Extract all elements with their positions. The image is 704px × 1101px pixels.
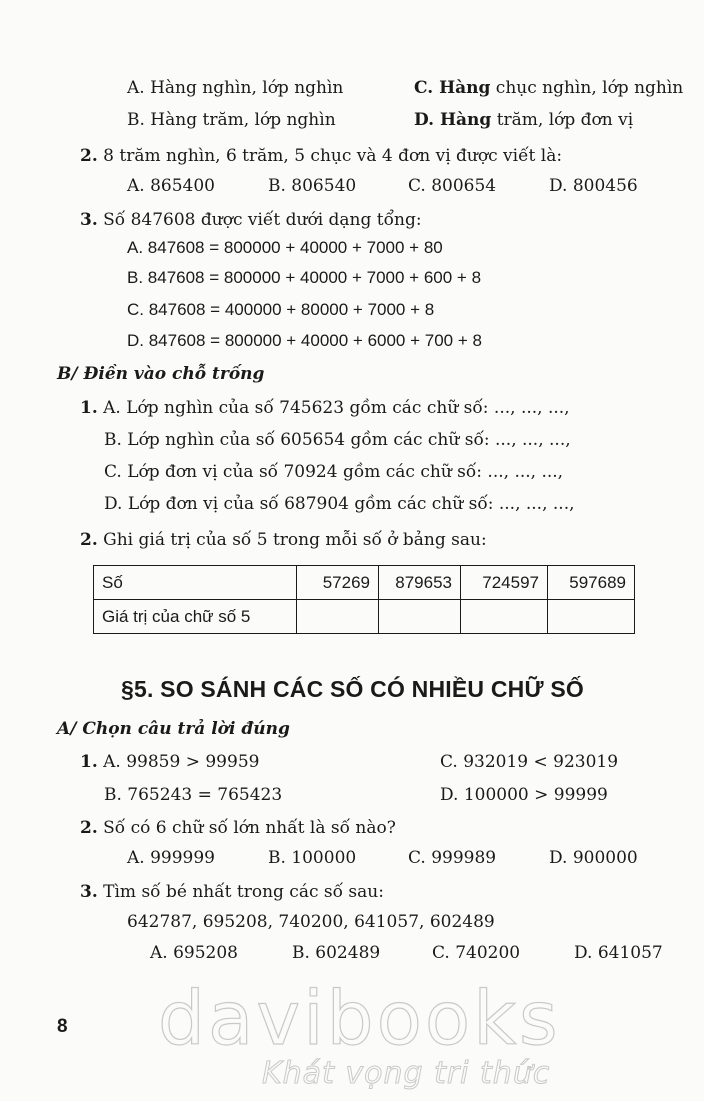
section-b-q1-number: 1. (80, 398, 98, 418)
q2-text: 8 trăm nghìn, 6 trăm, 5 chục và 4 đơn vị được viết là: (97, 146, 563, 166)
q2-number: 2. (80, 146, 98, 166)
s5-q2-option-a: A. 999999 (127, 848, 215, 868)
s5-q2-option-c: C. 999989 (408, 848, 497, 868)
table-answer-cell[interactable] (461, 600, 548, 634)
table-header-label: Số (94, 566, 297, 600)
q2-option-b: B. 806540 (268, 176, 357, 196)
s5-q3-number-list: 642787, 695208, 740200, 641057, 602489 (127, 912, 495, 932)
table-number-cell: 57269 (297, 566, 379, 600)
q2-question (80, 146, 562, 166)
s5-q1-option-a (80, 752, 259, 772)
table-header-row (94, 566, 635, 600)
section-b-q1-item-a (80, 398, 570, 418)
table-answer-cell[interactable] (297, 600, 379, 634)
value-table (93, 565, 635, 634)
section-b-q1-item-d: D. Lớp đơn vị của số 687904 gồm các chữ số: ..., ..., ..., (104, 494, 575, 514)
s5-q3-question (80, 882, 384, 902)
s5-q1-option-a-text: A. 99859 > 99959 (97, 752, 260, 772)
section-5-title: §5. SO SÁNH CÁC SỐ CÓ NHIỀU CHỮ SỐ (121, 676, 584, 702)
table-number-cell: 879653 (379, 566, 461, 600)
table-value-row (94, 600, 635, 634)
watermark-slogan: Khát vọng tri thức (262, 1056, 551, 1091)
section-b-q2 (80, 530, 487, 550)
s5-q2-text: Số có 6 chữ số lớn nhất là số nào? (97, 818, 396, 838)
s5-q1-option-d: D. 100000 > 99999 (440, 785, 608, 805)
q2-option-d: D. 800456 (549, 176, 638, 196)
q1-option-d (414, 110, 633, 130)
q3-text: Số 847608 được viết dưới dạng tổng: (97, 210, 422, 230)
section-b-q1-item-a-text: A. Lớp nghìn của số 745623 gồm các chữ số: ..., ..., ..., (103, 398, 570, 418)
s5-q1-option-b: B. 765243 = 765423 (104, 785, 283, 805)
s5-q3-option-b: B. 602489 (292, 943, 381, 963)
q1-option-c-text: chục nghìn, lớp nghìn (490, 78, 684, 98)
section-b-heading: B/ Điền vào chỗ trống (57, 364, 265, 384)
q1-option-a: A. Hàng nghìn, lớp nghìn (127, 78, 344, 98)
s5-q2-question (80, 818, 396, 838)
s5-q3-text: Tìm số bé nhất trong các số sau: (97, 882, 384, 902)
s5-q2-option-b: B. 100000 (268, 848, 357, 868)
s5-q1-option-c: C. 932019 < 923019 (440, 752, 619, 772)
s5-q3-option-a: A. 695208 (150, 943, 238, 963)
watermark-logo: davibooks (158, 976, 561, 1062)
section-5-heading-a: A/ Chọn câu trả lời đúng (57, 719, 290, 739)
s5-q3-option-d: D. 641057 (574, 943, 663, 963)
q2-option-c: C. 800654 (408, 176, 497, 196)
table-answer-cell[interactable] (379, 600, 461, 634)
s5-q3-option-c: C. 740200 (432, 943, 521, 963)
q3-option-b: B. 847608 = 800000 + 40000 + 7000 + 600 + 8 (127, 268, 482, 287)
section-b-q2-number: 2. (80, 530, 98, 550)
s5-q2-number: 2. (80, 818, 98, 838)
q1-option-c (414, 78, 683, 98)
s5-q3-number: 3. (80, 882, 98, 902)
s5-q2-option-d: D. 900000 (549, 848, 638, 868)
section-b-q1-item-b: B. Lớp nghìn của số 605654 gồm các chữ số: ..., ..., ..., (104, 430, 571, 450)
q3-option-c: C. 847608 = 400000 + 80000 + 7000 + 8 (127, 300, 435, 319)
table-number-cell: 597689 (548, 566, 635, 600)
q2-option-a: A. 865400 (127, 176, 215, 196)
q3-option-d: D. 847608 = 800000 + 40000 + 6000 + 700 + 8 (127, 331, 482, 350)
q1-option-b: B. Hàng trăm, lớp nghìn (127, 110, 336, 130)
page-number: 8 (57, 1016, 68, 1037)
table-answer-cell[interactable] (548, 600, 635, 634)
q3-option-a: A. 847608 = 800000 + 40000 + 7000 + 80 (127, 238, 443, 257)
q3-number: 3. (80, 210, 98, 230)
q3-question (80, 210, 422, 230)
section-b-q1-item-c: C. Lớp đơn vị của số 70924 gồm các chữ số: ..., ..., ..., (104, 462, 564, 482)
section-b-q2-text: Ghi giá trị của số 5 trong mỗi số ở bảng sau: (97, 530, 487, 550)
s5-q1-number: 1. (80, 752, 98, 772)
q1-option-d-label: D. Hàng (414, 110, 492, 130)
table-row-label: Giá trị của chữ số 5 (94, 600, 297, 634)
q1-option-d-text: trăm, lớp đơn vị (491, 110, 634, 130)
q1-option-c-label: C. Hàng (414, 78, 491, 98)
table-number-cell: 724597 (461, 566, 548, 600)
